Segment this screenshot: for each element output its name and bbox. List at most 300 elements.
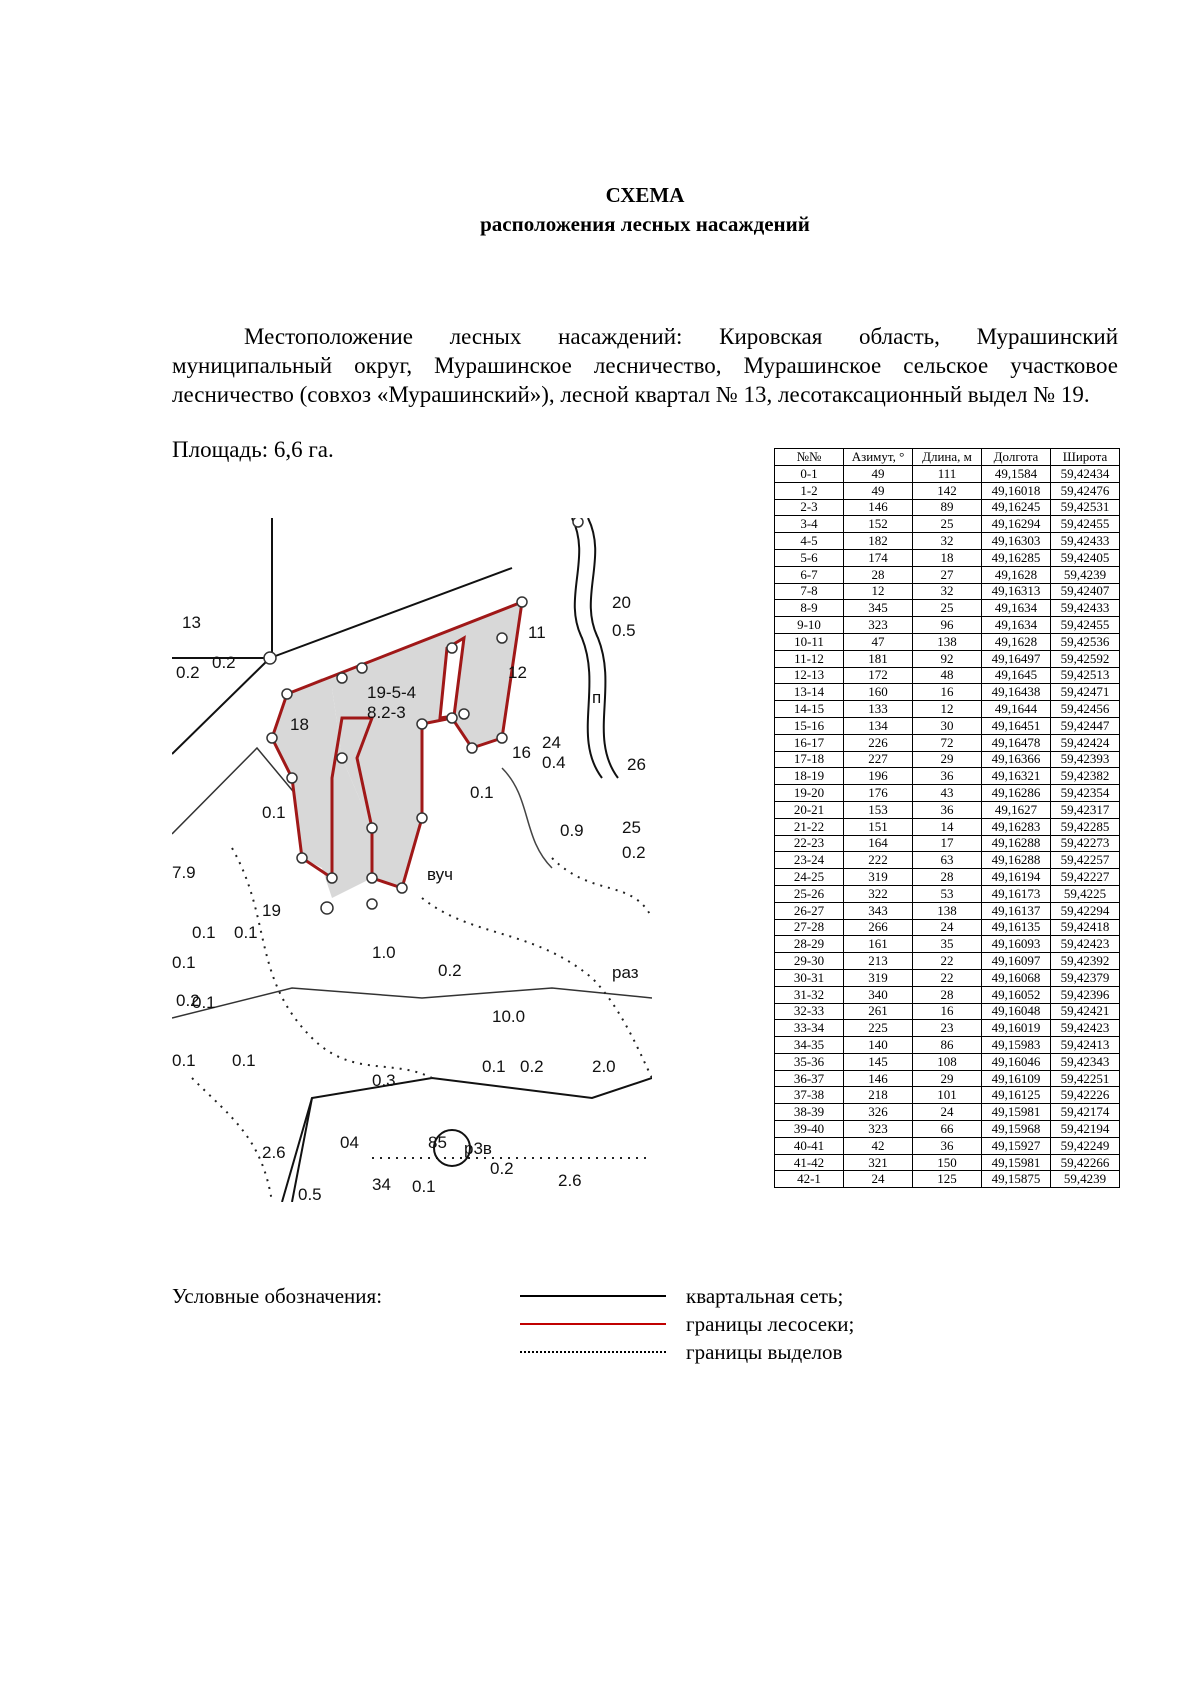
- table-cell: 59,42434: [1051, 466, 1120, 483]
- table-cell: 6-7: [775, 566, 844, 583]
- table-cell: 36: [913, 801, 982, 818]
- table-cell: 227: [844, 751, 913, 768]
- map-label: 2.6: [558, 1171, 582, 1190]
- table-cell: 59,42531: [1051, 499, 1120, 516]
- table-cell: 48: [913, 667, 982, 684]
- map-label: 0.1: [192, 993, 216, 1012]
- map-label: 19-5-4: [367, 683, 417, 702]
- map-label: 0.2: [176, 991, 200, 1010]
- document-title: СХЕМА: [605, 183, 685, 207]
- map-label: 0.1: [482, 1057, 506, 1076]
- table-cell: 174: [844, 549, 913, 566]
- column-header: Азимут, °: [844, 449, 913, 466]
- table-cell: 29: [913, 1070, 982, 1087]
- table-row: [775, 667, 1120, 684]
- table-cell: 14: [913, 818, 982, 835]
- map-label: 2.6: [262, 1143, 286, 1162]
- table-cell: 28: [844, 566, 913, 583]
- table-row: [775, 919, 1120, 936]
- table-cell: 49,15927: [982, 1137, 1051, 1154]
- table-cell: 49,16288: [982, 835, 1051, 852]
- table-row: [775, 734, 1120, 751]
- table-row: [775, 1137, 1120, 1154]
- map-label: 26: [627, 755, 646, 774]
- table-cell: 59,42423: [1051, 1020, 1120, 1037]
- table-cell: 96: [913, 617, 982, 634]
- map-label: 16: [512, 743, 531, 762]
- table-cell: 40-41: [775, 1137, 844, 1154]
- table-cell: 49,1628: [982, 633, 1051, 650]
- table-cell: 59,42227: [1051, 869, 1120, 886]
- table-row: [775, 566, 1120, 583]
- table-cell: 49,16068: [982, 969, 1051, 986]
- dotted-line-symbol: [520, 1351, 666, 1353]
- table-body: [775, 466, 1120, 1188]
- map-label: 12: [508, 663, 527, 682]
- table-header-row: [775, 449, 1120, 466]
- table-cell: 38-39: [775, 1104, 844, 1121]
- table-cell: 16: [913, 684, 982, 701]
- map-label: 0.5: [612, 621, 636, 640]
- table-row: [775, 1154, 1120, 1171]
- table-cell: 20-21: [775, 801, 844, 818]
- red-line-symbol: [520, 1323, 666, 1325]
- table-row: [775, 953, 1120, 970]
- table-cell: 319: [844, 869, 913, 886]
- table-cell: 23: [913, 1020, 982, 1037]
- table-row: [775, 1121, 1120, 1138]
- map-label: 0.1: [234, 923, 258, 942]
- map-label: 7.9: [172, 863, 196, 882]
- table-cell: 27-28: [775, 919, 844, 936]
- table-cell: 59,42476: [1051, 482, 1120, 499]
- table-cell: 59,42421: [1051, 1003, 1120, 1020]
- table-cell: 32-33: [775, 1003, 844, 1020]
- table-cell: 153: [844, 801, 913, 818]
- table-row: [775, 633, 1120, 650]
- black-line-symbol: [520, 1295, 666, 1297]
- table-cell: 34-35: [775, 1037, 844, 1054]
- legend-label: квартальная сеть;: [686, 1283, 844, 1308]
- table-cell: 59,42447: [1051, 717, 1120, 734]
- map-label: 11: [528, 623, 546, 642]
- table-cell: 261: [844, 1003, 913, 1020]
- table-cell: 150: [913, 1154, 982, 1171]
- map-label: 20: [612, 593, 631, 612]
- map-label: 2.0: [592, 1057, 616, 1076]
- table-cell: 59,42379: [1051, 969, 1120, 986]
- map-label: 0.4: [542, 753, 566, 772]
- table-cell: 12: [844, 583, 913, 600]
- table-cell: 24: [844, 1171, 913, 1188]
- legend-item-cut-boundary: [520, 1310, 854, 1337]
- map-label: 0.1: [172, 1051, 196, 1070]
- table-cell: 28: [913, 869, 982, 886]
- table-cell: 89: [913, 499, 982, 516]
- table-cell: 41-42: [775, 1154, 844, 1171]
- map-label: раз: [612, 963, 639, 982]
- table-cell: 42: [844, 1137, 913, 1154]
- table-cell: 3-4: [775, 516, 844, 533]
- table-row: [775, 902, 1120, 919]
- table-cell: 321: [844, 1154, 913, 1171]
- table-cell: 152: [844, 516, 913, 533]
- table-row: [775, 1171, 1120, 1188]
- table-cell: 59,42174: [1051, 1104, 1120, 1121]
- table-cell: 25: [913, 516, 982, 533]
- table-row: [775, 818, 1120, 835]
- table-cell: 36: [913, 768, 982, 785]
- table-cell: 151: [844, 818, 913, 835]
- map-label: 0.1: [412, 1177, 436, 1196]
- table-cell: 7-8: [775, 583, 844, 600]
- map-label: 04: [340, 1133, 359, 1152]
- table-cell: 59,42407: [1051, 583, 1120, 600]
- column-header: Долгота: [982, 449, 1051, 466]
- table-cell: 145: [844, 1053, 913, 1070]
- table-row: [775, 482, 1120, 499]
- table-cell: 49,16135: [982, 919, 1051, 936]
- table-cell: 222: [844, 852, 913, 869]
- table-cell: 49,16366: [982, 751, 1051, 768]
- table-cell: 4-5: [775, 533, 844, 550]
- coordinates-table: [774, 448, 1120, 1188]
- table-row: [775, 936, 1120, 953]
- table-cell: 161: [844, 936, 913, 953]
- table-cell: 49,1584: [982, 466, 1051, 483]
- table-cell: 2-3: [775, 499, 844, 516]
- map-label: 0.2: [438, 961, 462, 980]
- table-cell: 49,15968: [982, 1121, 1051, 1138]
- table-cell: 49,16048: [982, 1003, 1051, 1020]
- table-cell: 181: [844, 650, 913, 667]
- table-cell: 225: [844, 1020, 913, 1037]
- table-cell: 33-34: [775, 1020, 844, 1037]
- table-cell: 49,1634: [982, 617, 1051, 634]
- map-label: 0.5: [298, 1185, 322, 1202]
- table-cell: 28: [913, 986, 982, 1003]
- table-cell: 49,16046: [982, 1053, 1051, 1070]
- map-label: 19: [262, 901, 281, 920]
- table-cell: 59,42251: [1051, 1070, 1120, 1087]
- table-cell: 196: [844, 768, 913, 785]
- table-cell: 0-1: [775, 466, 844, 483]
- table-row: [775, 969, 1120, 986]
- table-cell: 49,16093: [982, 936, 1051, 953]
- table-row: [775, 533, 1120, 550]
- column-header: Широта: [1051, 449, 1120, 466]
- table-cell: 36-37: [775, 1070, 844, 1087]
- table-cell: 26-27: [775, 902, 844, 919]
- table-cell: 59,4239: [1051, 566, 1120, 583]
- table-cell: 43: [913, 785, 982, 802]
- table-cell: 323: [844, 1121, 913, 1138]
- table-cell: 125: [913, 1171, 982, 1188]
- table-cell: 134: [844, 717, 913, 734]
- table-cell: 140: [844, 1037, 913, 1054]
- table-cell: 17-18: [775, 751, 844, 768]
- table-cell: 49,16288: [982, 852, 1051, 869]
- table-cell: 59,42354: [1051, 785, 1120, 802]
- table-cell: 53: [913, 885, 982, 902]
- table-cell: 24-25: [775, 869, 844, 886]
- table-cell: 49,16194: [982, 869, 1051, 886]
- table-cell: 10-11: [775, 633, 844, 650]
- table-cell: 59,42273: [1051, 835, 1120, 852]
- table-cell: 92: [913, 650, 982, 667]
- table-cell: 59,4225: [1051, 885, 1120, 902]
- table-cell: 101: [913, 1087, 982, 1104]
- table-cell: 29: [913, 751, 982, 768]
- map-label: 0.2: [176, 663, 200, 682]
- table-cell: 176: [844, 785, 913, 802]
- table-cell: 5-6: [775, 549, 844, 566]
- table-cell: 49,16097: [982, 953, 1051, 970]
- table-cell: 59,42226: [1051, 1087, 1120, 1104]
- table-cell: 59,42257: [1051, 852, 1120, 869]
- table-cell: 35: [913, 936, 982, 953]
- table-cell: 226: [844, 734, 913, 751]
- table-cell: 138: [913, 902, 982, 919]
- map-label: 1.0: [372, 943, 396, 962]
- map-label: 24: [542, 733, 561, 752]
- location-paragraph: Местоположение лесных насаждений: Кировская область, Мурашинский муниципальный округ, Мурашинское лесничество, Мурашинское сельское участковое лесничество (совхоз «Мурашинский»), лесной квартал № 13, лесотаксационный выдел № 19.: [172, 324, 1118, 407]
- table-row: [775, 1104, 1120, 1121]
- table-cell: 35-36: [775, 1053, 844, 1070]
- table-row: [775, 466, 1120, 483]
- table-cell: 59,42471: [1051, 684, 1120, 701]
- table-cell: 59,42343: [1051, 1053, 1120, 1070]
- table-cell: 9-10: [775, 617, 844, 634]
- map-label: вуч: [427, 865, 454, 884]
- table-cell: 30: [913, 717, 982, 734]
- table-cell: 182: [844, 533, 913, 550]
- table-cell: 160: [844, 684, 913, 701]
- table-row: [775, 835, 1120, 852]
- table-cell: 86: [913, 1037, 982, 1054]
- table-cell: 172: [844, 667, 913, 684]
- map-label: 0.2: [490, 1159, 514, 1178]
- table-row: [775, 785, 1120, 802]
- map-label: 0.2: [520, 1057, 544, 1076]
- map-label: 0.2: [212, 653, 236, 672]
- table-row: [775, 650, 1120, 667]
- table-cell: 59,42513: [1051, 667, 1120, 684]
- table-cell: 49: [844, 466, 913, 483]
- table-cell: 23-24: [775, 852, 844, 869]
- legend-label: границы лесосеки;: [686, 1311, 855, 1336]
- table-cell: 14-15: [775, 701, 844, 718]
- map-label: 18: [290, 715, 309, 734]
- table-cell: 326: [844, 1104, 913, 1121]
- table-cell: 59,42418: [1051, 919, 1120, 936]
- table-cell: 49,15981: [982, 1154, 1051, 1171]
- table-cell: 59,42592: [1051, 650, 1120, 667]
- map-label: 0.1: [470, 783, 494, 802]
- table-cell: 218: [844, 1087, 913, 1104]
- table-cell: 49,16321: [982, 768, 1051, 785]
- table-cell: 37-38: [775, 1087, 844, 1104]
- table-cell: 59,42455: [1051, 516, 1120, 533]
- table-cell: 15-16: [775, 717, 844, 734]
- table-row: [775, 617, 1120, 634]
- table-cell: 49,16303: [982, 533, 1051, 550]
- legend-item-quarter-network: [520, 1282, 843, 1309]
- table-row: [775, 516, 1120, 533]
- table-row: [775, 717, 1120, 734]
- table-cell: 345: [844, 600, 913, 617]
- table-cell: 49,16478: [982, 734, 1051, 751]
- table-cell: 164: [844, 835, 913, 852]
- table-cell: 59,42285: [1051, 818, 1120, 835]
- table-cell: 49,15981: [982, 1104, 1051, 1121]
- table-row: [775, 1087, 1120, 1104]
- table-cell: 133: [844, 701, 913, 718]
- table-cell: 31-32: [775, 986, 844, 1003]
- table-cell: 142: [913, 482, 982, 499]
- table-cell: 17: [913, 835, 982, 852]
- table-cell: 111: [913, 466, 982, 483]
- table-cell: 66: [913, 1121, 982, 1138]
- map-label: 0.3: [372, 1071, 396, 1090]
- table-cell: 59,42194: [1051, 1121, 1120, 1138]
- table-cell: 11-12: [775, 650, 844, 667]
- table-cell: 47: [844, 633, 913, 650]
- table-cell: 59,42266: [1051, 1154, 1120, 1171]
- table-row: [775, 885, 1120, 902]
- table-cell: 213: [844, 953, 913, 970]
- table-row: [775, 1053, 1120, 1070]
- table-cell: 49,15983: [982, 1037, 1051, 1054]
- map-label: 25: [622, 818, 641, 837]
- table-cell: 12-13: [775, 667, 844, 684]
- table-row: [775, 1037, 1120, 1054]
- table-cell: 22: [913, 969, 982, 986]
- table-cell: 18-19: [775, 768, 844, 785]
- table-cell: 39-40: [775, 1121, 844, 1138]
- table-row: [775, 1003, 1120, 1020]
- column-header: Длина, м: [913, 449, 982, 466]
- table-cell: 49,16019: [982, 1020, 1051, 1037]
- table-cell: 18: [913, 549, 982, 566]
- table-cell: 42-1: [775, 1171, 844, 1188]
- table-cell: 49,16438: [982, 684, 1051, 701]
- area-text: Площадь: 6,6 га.: [172, 437, 334, 462]
- table-cell: 8-9: [775, 600, 844, 617]
- table-cell: 25-26: [775, 885, 844, 902]
- table-cell: 138: [913, 633, 982, 650]
- forest-map-drawing: [172, 518, 652, 1202]
- table-cell: 49,16283: [982, 818, 1051, 835]
- map-label: п: [592, 688, 602, 707]
- map-label: р3в: [464, 1139, 492, 1158]
- table-cell: 49,16018: [982, 482, 1051, 499]
- map-label: 13: [182, 613, 201, 632]
- table-cell: 49,16137: [982, 902, 1051, 919]
- table-cell: 59,42413: [1051, 1037, 1120, 1054]
- table-cell: 59,4239: [1051, 1171, 1120, 1188]
- table-cell: 266: [844, 919, 913, 936]
- map-label: 0.1: [192, 923, 216, 942]
- table-row: [775, 986, 1120, 1003]
- table-cell: 32: [913, 583, 982, 600]
- table-cell: 49,1627: [982, 801, 1051, 818]
- table-cell: 49,16125: [982, 1087, 1051, 1104]
- table-cell: 322: [844, 885, 913, 902]
- table-cell: 1-2: [775, 482, 844, 499]
- table-cell: 323: [844, 617, 913, 634]
- table-row: [775, 701, 1120, 718]
- map-label: 0.1: [262, 803, 286, 822]
- table-row: [775, 869, 1120, 886]
- table-cell: 49,16173: [982, 885, 1051, 902]
- map-label: 10.0: [492, 1007, 526, 1026]
- table-cell: 49,16313: [982, 583, 1051, 600]
- table-cell: 59,42392: [1051, 953, 1120, 970]
- table-row: [775, 583, 1120, 600]
- table-cell: 49,16294: [982, 516, 1051, 533]
- table-cell: 49,1634: [982, 600, 1051, 617]
- table-cell: 59,42423: [1051, 936, 1120, 953]
- legend-item-compartment-boundary: [520, 1338, 842, 1365]
- map-label: 0.2: [622, 843, 646, 862]
- table-row: [775, 751, 1120, 768]
- table-cell: 49,16451: [982, 717, 1051, 734]
- table-row: [775, 1020, 1120, 1037]
- table-cell: 12: [913, 701, 982, 718]
- table-cell: 30-31: [775, 969, 844, 986]
- table-cell: 59,42424: [1051, 734, 1120, 751]
- table-cell: 146: [844, 1070, 913, 1087]
- table-row: [775, 499, 1120, 516]
- table-cell: 49,15875: [982, 1171, 1051, 1188]
- table-cell: 49,16245: [982, 499, 1051, 516]
- table-row: [775, 852, 1120, 869]
- legend-title: Условные обозначения:: [172, 1284, 383, 1308]
- table-cell: 63: [913, 852, 982, 869]
- table-cell: 49,16286: [982, 785, 1051, 802]
- table-cell: 49: [844, 482, 913, 499]
- table-cell: 59,42405: [1051, 549, 1120, 566]
- table-cell: 49,16109: [982, 1070, 1051, 1087]
- table-cell: 22-23: [775, 835, 844, 852]
- table-row: [775, 1070, 1120, 1087]
- map-label: 0.1: [172, 953, 196, 972]
- table-cell: 22: [913, 953, 982, 970]
- map-label: 8.2-3: [367, 703, 406, 722]
- legend-label: границы выделов: [686, 1339, 843, 1364]
- table-cell: 29-30: [775, 953, 844, 970]
- table-cell: 59,42382: [1051, 768, 1120, 785]
- map-label: 85: [428, 1133, 447, 1152]
- table-cell: 16-17: [775, 734, 844, 751]
- table-cell: 146: [844, 499, 913, 516]
- table-cell: 49,1645: [982, 667, 1051, 684]
- table-cell: 343: [844, 902, 913, 919]
- table-cell: 13-14: [775, 684, 844, 701]
- table-cell: 49,16052: [982, 986, 1051, 1003]
- table-cell: 59,42455: [1051, 617, 1120, 634]
- table-cell: 16: [913, 1003, 982, 1020]
- document-subtitle: расположения лесных насаждений: [480, 212, 810, 236]
- table-cell: 59,42393: [1051, 751, 1120, 768]
- table-row: [775, 768, 1120, 785]
- table-cell: 49,16497: [982, 650, 1051, 667]
- table-cell: 59,42396: [1051, 986, 1120, 1003]
- table-row: [775, 684, 1120, 701]
- table-cell: 319: [844, 969, 913, 986]
- table-cell: 340: [844, 986, 913, 1003]
